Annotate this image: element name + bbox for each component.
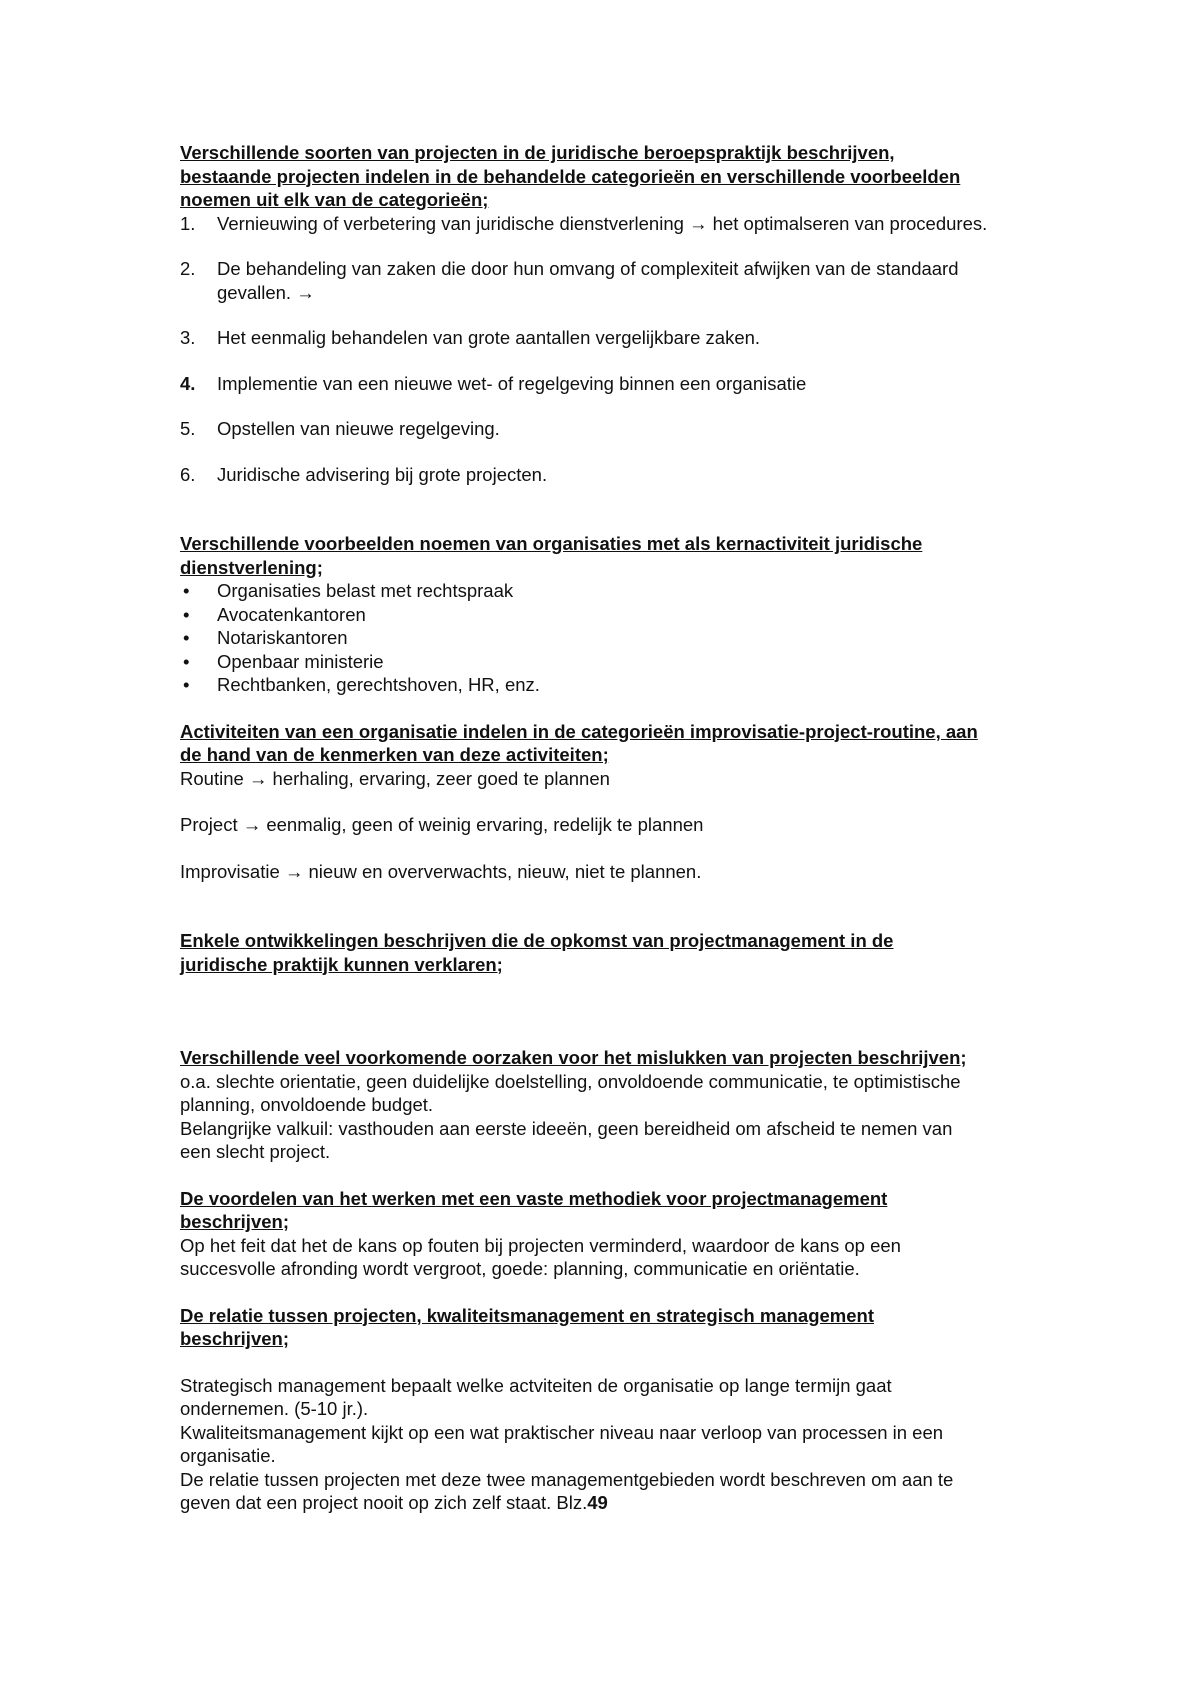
list-item: 5. Opstellen van nieuwe regelgeving. (180, 418, 500, 439)
list-item: 2. De behandeling van zaken die door hun omvang of complexiteit afwijken van de standaard gevallen. → (180, 258, 959, 303)
section-heading: De relatie tussen projecten, kwaliteitsmanagement en strategisch management beschrijven; (180, 1304, 874, 1349)
project-types-list (180, 212, 1080, 487)
section-organisations (180, 532, 1080, 697)
section-methodology-benefits: De voordelen van het werken met een vaste methodiek voor projectmanagement beschrijven; Op het feit dat het de kans op fouten bij projecten verminderd, waardoor de kans op een succesvolle afronding wordt vergroot, goede: planning, communicatie en oriëntatie. (180, 1187, 1080, 1281)
paragraph: Routine → herhaling, ervaring, zeer goed te plannen (180, 767, 610, 789)
list-item: • Openbaar ministerie (183, 650, 384, 672)
list-item: 4. Implementie van een nieuwe wet- of regelgeving binnen een organisatie (180, 372, 807, 394)
section-heading: Verschillende veel voorkomende oorzaken voor het mislukken van projecten beschrijven; (180, 1047, 967, 1068)
section-heading: De voordelen van het werken met een vaste methodiek voor projectmanagement beschrijven; (180, 1187, 888, 1232)
bullet-icon: • (183, 674, 190, 695)
section-heading: Enkele ontwikkelingen beschrijven die de opkomst van projectmanagement in de juridische praktijk kunnen verklaren; (180, 930, 894, 975)
list-item: 6. Juridische advisering bij grote projecten. (180, 463, 548, 485)
page-reference: 49 (587, 1492, 608, 1513)
paragraph: Project → eenmalig, geen of weinig ervaring, redelijk te plannen (180, 814, 704, 835)
section-management-relation: De relatie tussen projecten, kwaliteitsmanagement en strategisch management beschrijven; Strategisch management bepaalt welke actviteiten de organisatie op lange termijn gaat ondernemen. (5-10 jr.). Kwaliteitsmanagement kijkt op een wat praktischer niveau naar verloop van processen in een organisatie. De relatie tussen projecten met deze twee managementgebieden wordt beschreven om aan te geven dat een project nooit op zich zelf staat. Blz.49 (180, 1304, 1080, 1515)
organisations-list (180, 579, 1080, 697)
section-heading: Verschillende soorten van projecten in de juridische beroepspraktijk beschrijven, bestaande projecten indelen in de behandelde categorieën en verschillende voorbeelden noemen uit elk van de categorieën; (180, 142, 961, 210)
bullet-icon: • (183, 603, 190, 625)
paragraph: Improvisatie → nieuw en oververwachts, nieuw, niet te plannen. (180, 860, 702, 882)
list-item: 3. Het eenmalig behandelen van grote aantallen vergelijkbare zaken. (180, 327, 761, 348)
list-item: • Notariskantoren (183, 627, 348, 648)
bullet-icon: • (183, 627, 190, 648)
list-item: • Avocatenkantoren (183, 603, 366, 625)
section-project-types (180, 141, 1080, 486)
section-activities (180, 720, 1080, 884)
section-heading: Activiteiten van een organisatie indelen in de categorieën improvisatie-project-routine, aan de hand van de kenmerken van deze activiteiten; (180, 720, 978, 765)
list-item: 1. Vernieuwing of verbetering van juridische dienstverlening → het optimalseren van procedures. (180, 212, 988, 234)
bullet-icon: • (183, 650, 190, 672)
list-item: • Rechtbanken, gerechtshoven, HR, enz. (183, 674, 540, 695)
list-item: • Organisaties belast met rechtspraak (183, 580, 514, 601)
bullet-icon: • (183, 580, 190, 601)
section-developments (180, 929, 1080, 976)
section-heading: Verschillende voorbeelden noemen van organisaties met als kernactiviteit juridische dienstverlening; (180, 533, 923, 578)
document-body (180, 141, 1080, 1515)
section-failure-causes: Verschillende veel voorkomende oorzaken voor het mislukken van projecten beschrijven; o.a. slechte orientatie, geen duidelijke doelstelling, onvoldoende communicatie, te optimistische planning, onvoldoende budget. Belangrijke valkuil: vasthouden aan eerste ideeën, geen bereidheid om afscheid te nemen van een slecht project. (180, 1046, 1080, 1164)
